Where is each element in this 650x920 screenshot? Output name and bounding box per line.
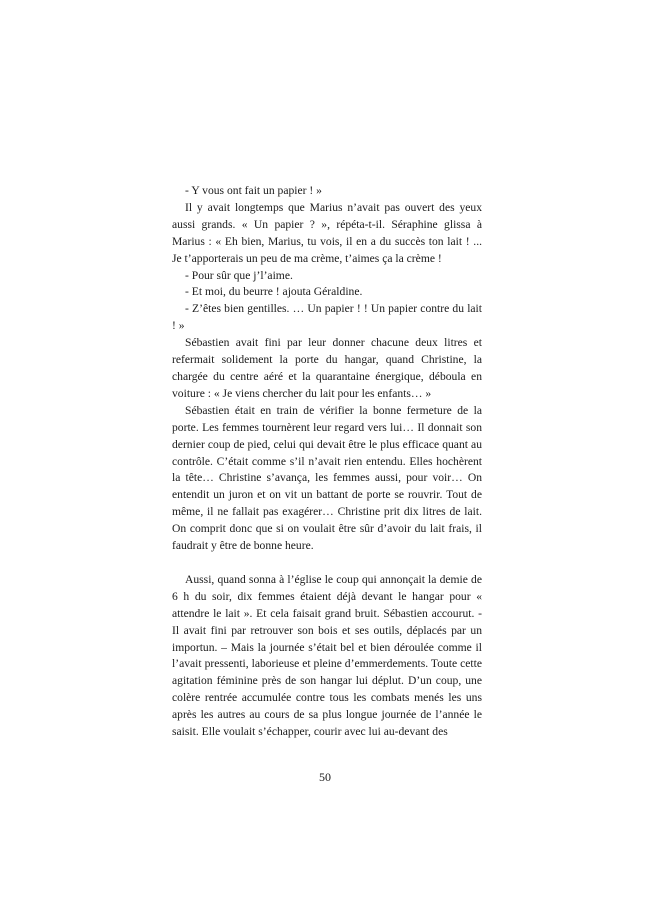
paragraph-dialogue-aime: - Pour sûr que j’l’aime. [185, 268, 293, 282]
paragraph-dialogue-beurre: - Et moi, du beurre ! ajouta Géraldine. [185, 285, 363, 299]
paragraph-eglise: Aussi, quand sonna à l’église le coup qui annonçait la demie de 6 h du soir, dix femmes étaient déjà devant le hangar pour « attendre le lait ». Et cela faisait grand bruit. Sébastien accourut. - Il avait fini par retrouver son bois et ses outils, déplacés par un importun. – Mais la journée s’était bel et bien déroulée comme il l’avait pressenti, laborieuse et pleine d’emmerdements. Toute cette agitation féminine près de son hangar lui déplut. D’un coup, une colère rentrée accumulée contre tous les combats menés les uns après les autres au cours de sa plus longue journée de l’année le saisit. Elle voulait s’échapper, courir avec lui au-devant des [172, 572, 482, 739]
paragraph-dialogue-gentilles: - Z’êtes bien gentilles. … Un papier ! ! Un papier contre du lait ! » [172, 302, 482, 333]
page-number: 50 [319, 770, 331, 784]
paragraph-porte: Sébastien était en train de vérifier la bonne fermeture de la porte. Les femmes tournèrent leur regard vers lui… Il donnait son dernier coup de pied, celui qui devait être le plus efficace quant au contrôle. C’était comme s’il n’avait rien entendu. Elles hochèrent la tête… Christine s’avança, les femmes aussi, pour voir… On entendit un juron et on vit un battant de porte se rouvrir. Tout de même, il ne fallait pas exagérer… Christine prit dix litres de lait. On comprit donc que si on voulait être sûr d’avoir du lait frais, il faudrait y être de bonne heure. [172, 403, 482, 553]
paragraph-christine: Sébastien avait fini par leur donner chacune deux litres et refermait solidement la porte du hangar, quand Christine, la chargée du centre aéré et la quarantaine énergique, déboula en voiture : « Je viens chercher du lait pour les enfants… » [172, 336, 482, 400]
body-text [172, 183, 482, 741]
paragraph-dialogue-papier: - Y vous ont fait un papier ! » [185, 184, 322, 197]
paragraph-marius: Il y avait longtemps que Marius n’avait pas ouvert des yeux aussi grands. « Un papier ? », répéta-t-il. Séraphine glissa à Marius : « Eh bien, Marius, tu vois, il en a du succès ton lait ! ... Je t’apporterais un peu de ma crème, t’aimes ça la crème ! [172, 200, 482, 265]
